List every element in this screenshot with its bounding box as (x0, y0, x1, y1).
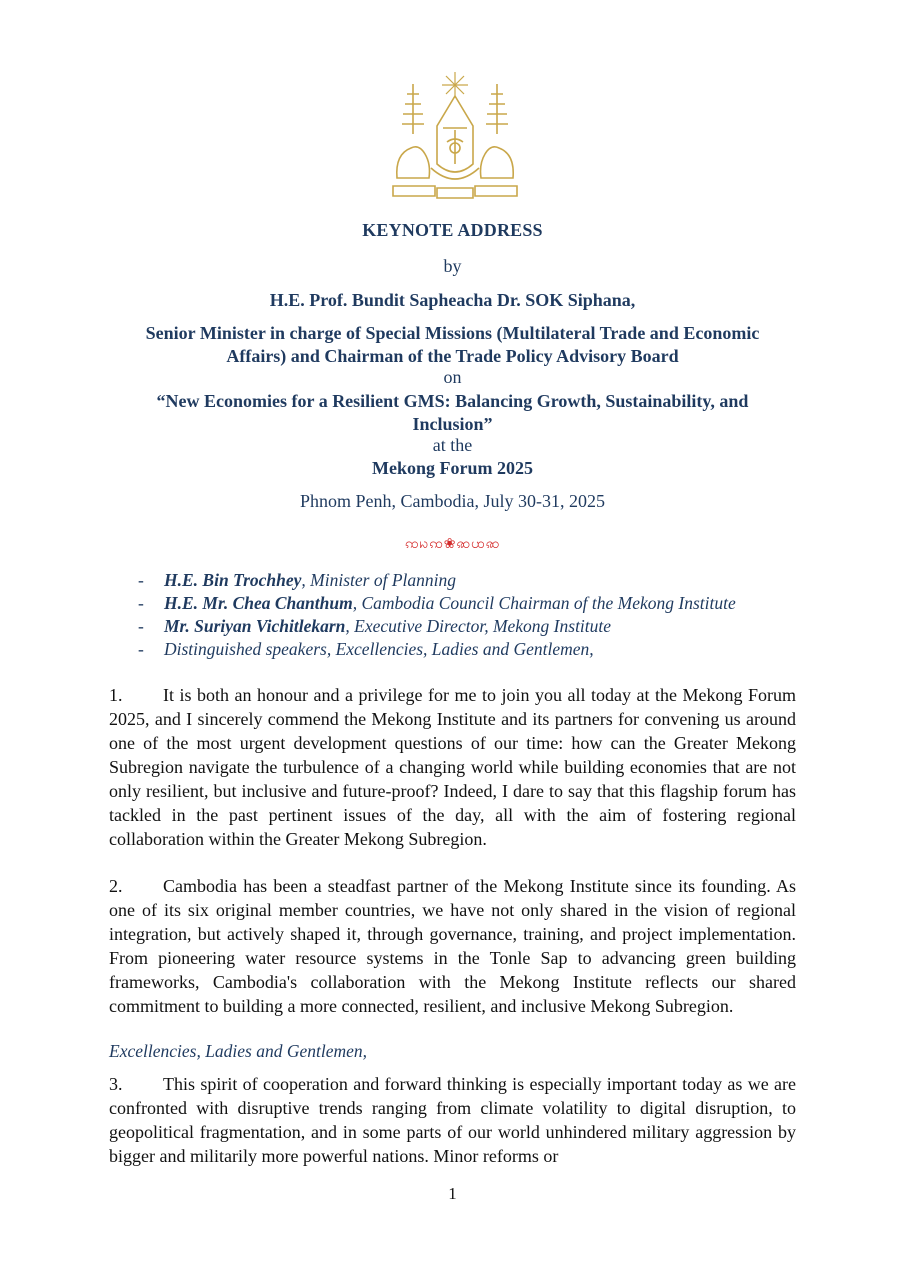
paragraph-text: Cambodia has been a steadfast partner of the Mekong Institute since its founding. As one of its six original member countries, we have not only shared in the vision of regional integration, but actively shaped it, through governance, training, and project implementation. From pioneering water resource systems in the Tonle Sap to advancing green building frameworks, Cambodia's collaboration with the Mekong Institute reflects our shared commitment to building a more connected, resilient, and inclusive Mekong Subregion. (109, 876, 796, 1016)
greeting-title: , Minister of Planning (301, 570, 456, 590)
place-and-date: Phnom Penh, Cambodia, July 30-31, 2025 (300, 491, 605, 511)
greeting-item (138, 592, 736, 615)
dash-bullet: - (138, 593, 144, 613)
paragraph-1 (109, 683, 796, 851)
greeting-item (138, 638, 736, 661)
paragraph-number: 2. (109, 876, 123, 896)
greeting-title: Distinguished speakers, Excellencies, Ladies and Gentlemen, (164, 639, 594, 659)
dash-bullet: - (138, 616, 144, 636)
document-title: KEYNOTE ADDRESS (362, 220, 543, 240)
greeting-name: H.E. Bin Trochhey (164, 570, 302, 590)
speaker-role-line: Senior Minister in charge of Special Missions (Multilateral Trade and Economic (145, 323, 760, 343)
paragraph-number: 3. (109, 1074, 123, 1094)
speaker-role (0, 322, 905, 368)
greeting-title: , Cambodia Council Chairman of the Mekong Institute (352, 593, 736, 613)
address-theme-line: Inclusion” (412, 414, 493, 434)
greeting-title: , Executive Director, Mekong Institute (345, 616, 612, 636)
address-theme-line: “New Economies for a Resilient GMS: Balancing Growth, Sustainability, and (156, 391, 749, 411)
speaker-role-line: Affairs) and Chairman of the Trade Policy Advisory Board (226, 346, 679, 366)
event-name: Mekong Forum 2025 (372, 458, 533, 478)
greeting-item (138, 615, 736, 638)
paragraph-text: This spirit of cooperation and forward thinking is especially important today as we are confronted with disruptive trends ranging from climate volatility to digital disruption, to geopolitical fragmentation, and in some parts of our world unhindered military aggression by bigger and militarily more powerful nations. Minor reforms or (109, 1074, 796, 1166)
speaker-name: H.E. Prof. Bundit Sapheacha Dr. SOK Siphana, (269, 290, 636, 310)
royal-emblem-icon (385, 68, 525, 204)
dash-bullet: - (138, 639, 144, 659)
greetings-list (138, 569, 736, 661)
on-label: on (443, 367, 462, 387)
page-number: 1 (448, 1184, 457, 1203)
paragraph-text: It is both an honour and a privilege for me to join you all today at the Mekong Forum 2025, and I sincerely commend the Mekong Institute and its partners for convening us around one of the most urgent development questions of our time: how can the Greater Mekong Subregion navigate the turbulence of a changing world while building economies that are not only resilient, but inclusive and future-proof? Indeed, I dare to say that this flagship forum has tackled in the past pertinent issues of the day, all with the aim of fostering regional collaboration within the Greater Mekong Subregion. (109, 685, 796, 849)
greeting-name: Mr. Suriyan Vichitlekarn (164, 616, 346, 636)
at-the-label: at the (432, 435, 473, 455)
salutation: Excellencies, Ladies and Gentlemen, (109, 1041, 368, 1061)
khmer-ornament-divider: ꩡꩢꩡ❀ꩣꩤꩣ (404, 537, 501, 552)
dash-bullet: - (138, 570, 144, 590)
paragraph-3 (109, 1072, 796, 1168)
greeting-item (138, 569, 736, 592)
greeting-name: H.E. Mr. Chea Chanthum (164, 593, 353, 613)
by-label: by (443, 256, 462, 276)
paragraph-2 (109, 874, 796, 1018)
paragraph-number: 1. (109, 685, 123, 705)
sun-rays (442, 72, 468, 98)
address-theme (120, 390, 785, 436)
